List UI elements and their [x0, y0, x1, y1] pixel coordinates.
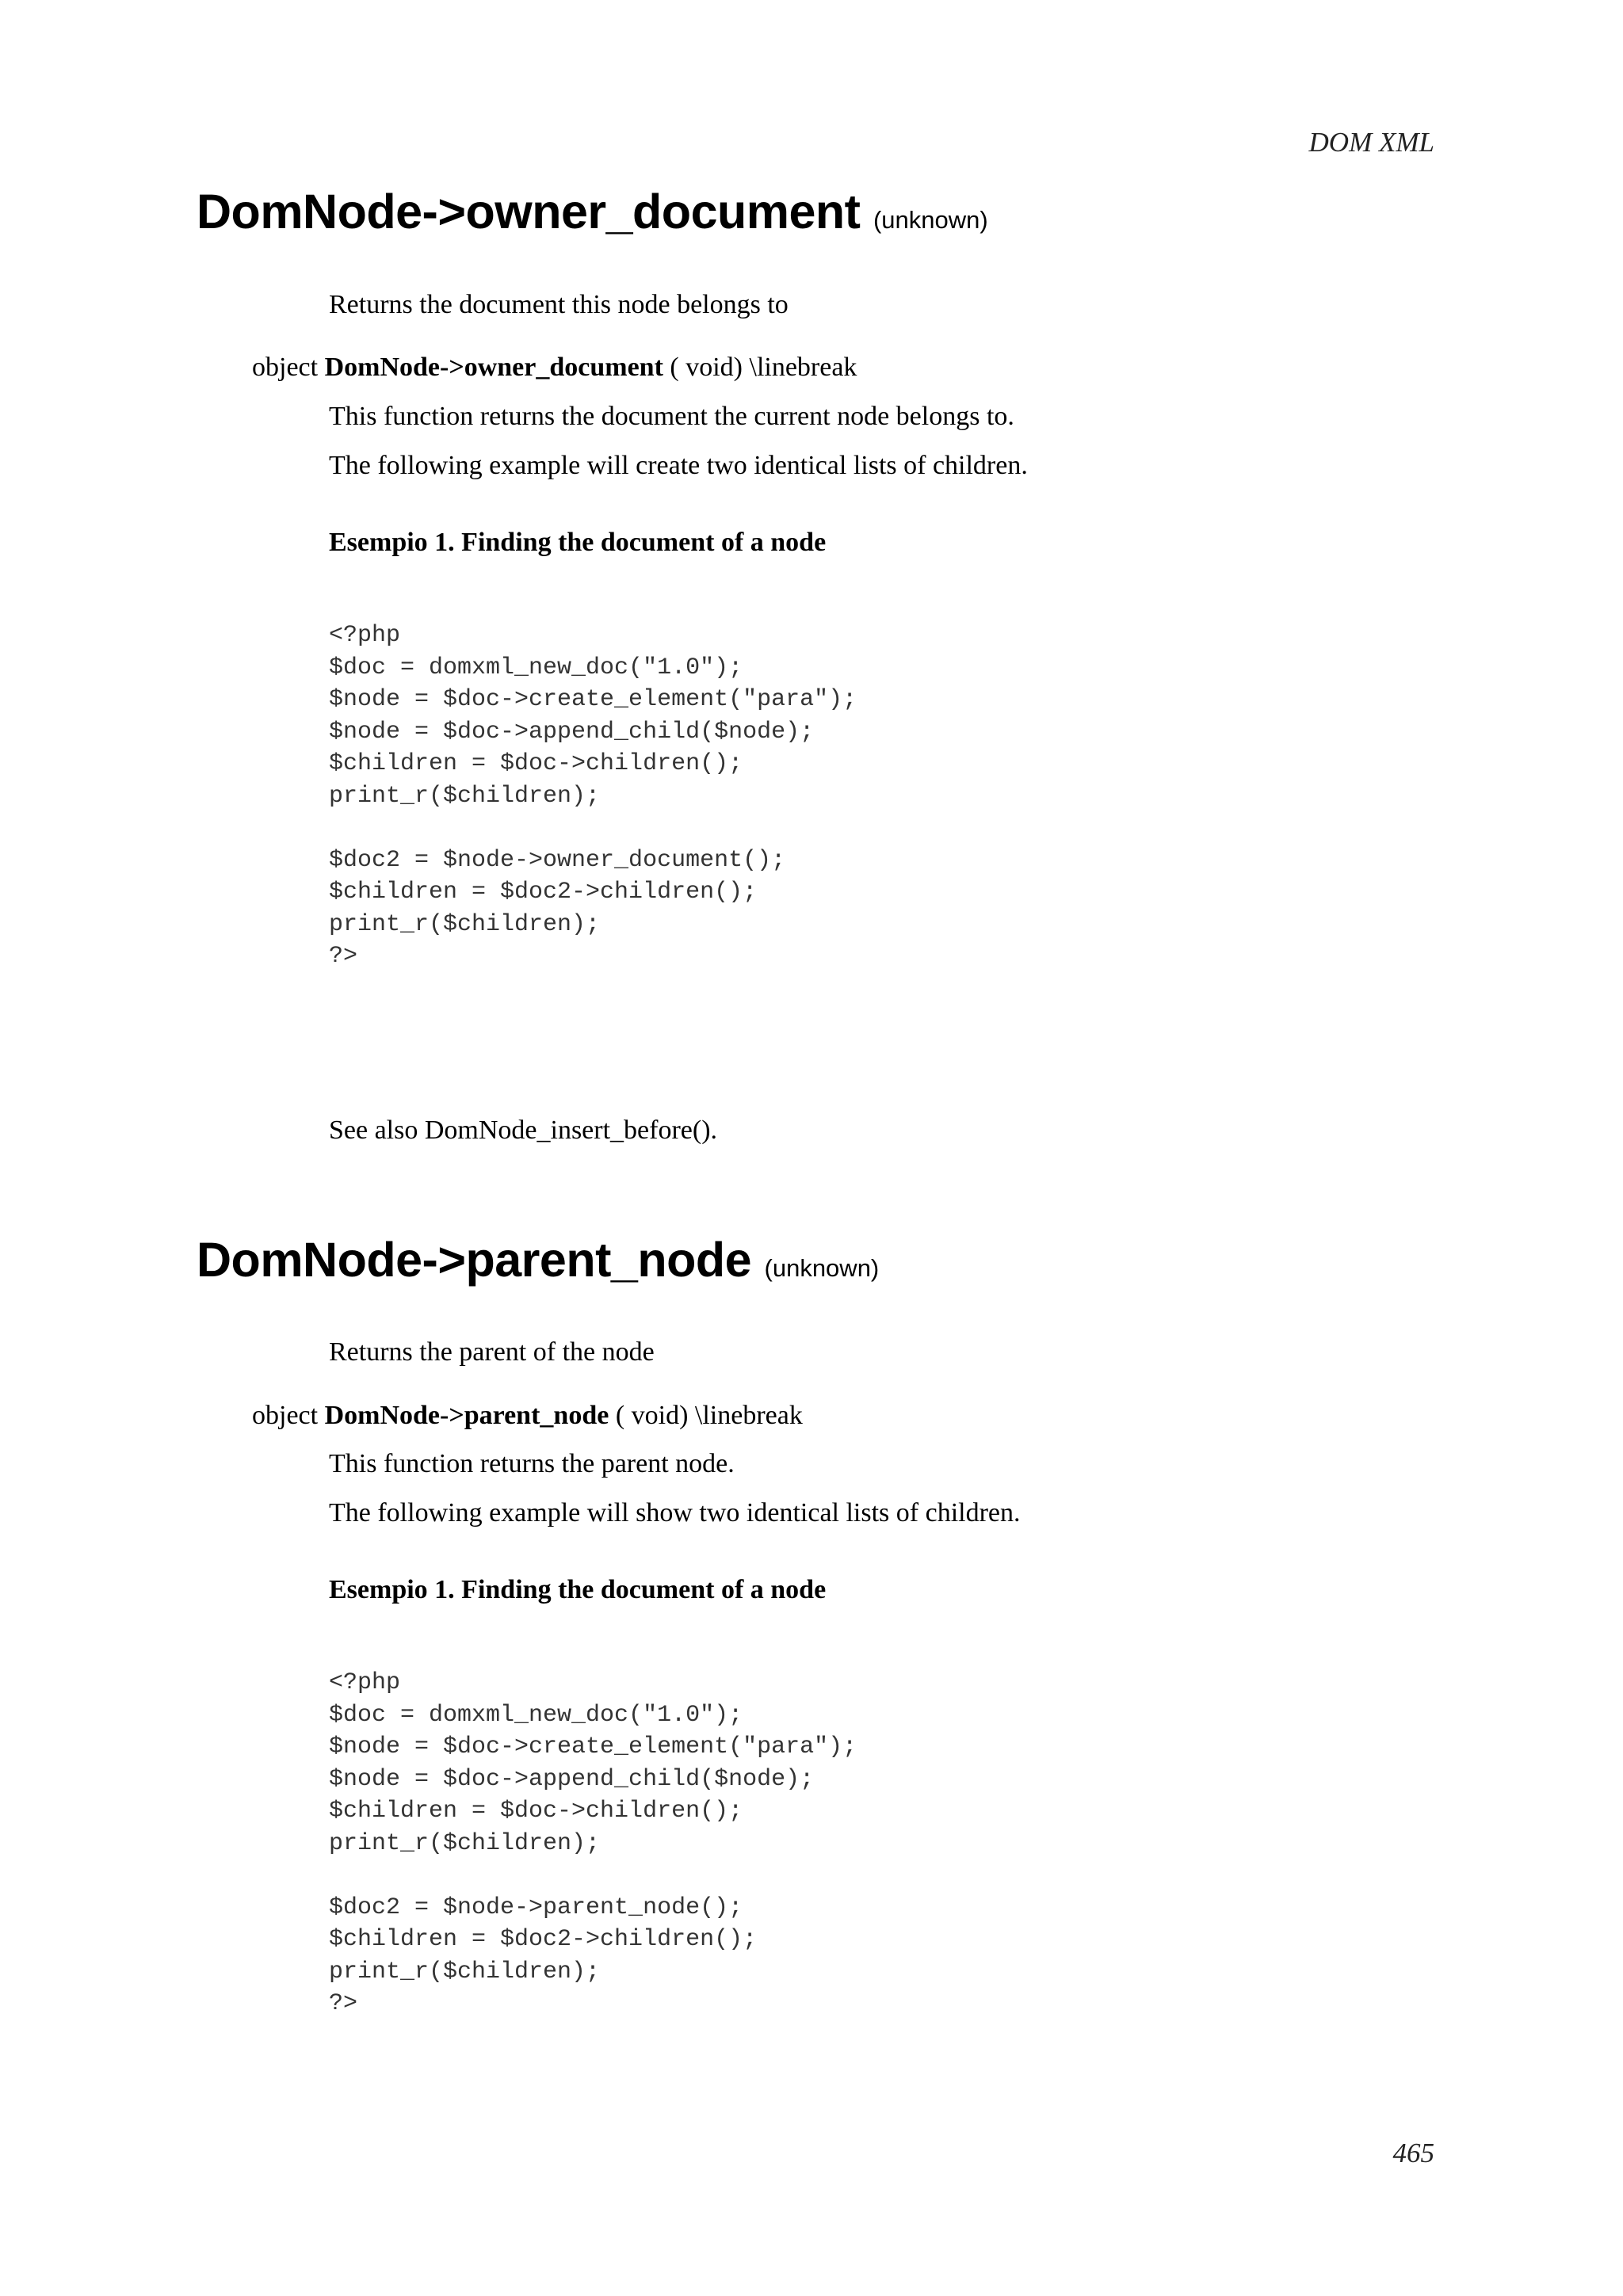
- page-number: 465: [1392, 2138, 1434, 2168]
- function-description: This function returns the parent node.: [329, 1449, 735, 1478]
- function-description: This function returns the document the current node belongs to.: [329, 402, 1014, 431]
- example-intro: The following example will create two identical lists of children.: [329, 451, 1028, 480]
- example-intro: The following example will show two identical lists of children.: [329, 1498, 1021, 1527]
- prototype-name: DomNode->parent_node: [324, 1401, 609, 1430]
- see-also: See also DomNode_insert_before().: [329, 1116, 718, 1145]
- function-prototype: [252, 353, 857, 383]
- running-header: DOM XML: [1308, 127, 1434, 158]
- prototype-args: ( void) \linebreak: [670, 353, 857, 382]
- prototype-name: DomNode->owner_document: [324, 353, 663, 382]
- code-example: <?php $doc = domxml_new_doc("1.0"); $node = $doc->create_element("para"); $node = $doc->append_child($node); $children = $doc->children(); print_r($children); $doc2 = $node->owner_document(); $children = $doc2->children(); print_r($children); ?>: [329, 622, 857, 970]
- example-title: Esempio 1. Finding the document of a node: [329, 1575, 827, 1604]
- function-status: (unknown): [764, 1254, 880, 1282]
- prototype-args: ( void) \linebreak: [615, 1401, 803, 1430]
- function-name: DomNode->parent_node: [197, 1233, 752, 1287]
- example-title: Esempio 1. Finding the document of a node: [329, 528, 827, 557]
- prototype-type: object: [252, 1401, 319, 1430]
- function-name: DomNode->owner_document: [197, 185, 861, 238]
- function-title: [197, 1232, 879, 1287]
- function-title: [197, 184, 988, 239]
- function-summary: Returns the parent of the node: [329, 1337, 655, 1367]
- prototype-type: object: [252, 353, 319, 382]
- code-example: <?php $doc = domxml_new_doc("1.0"); $node = $doc->create_element("para"); $node = $doc->append_child($node); $children = $doc->children(); print_r($children); $doc2 = $node->parent_node(); $children = $doc2->children(); print_r($children); ?>: [329, 1669, 857, 2017]
- function-prototype: [252, 1401, 803, 1431]
- function-summary: Returns the document this node belongs to: [329, 290, 789, 319]
- function-status: (unknown): [873, 206, 988, 234]
